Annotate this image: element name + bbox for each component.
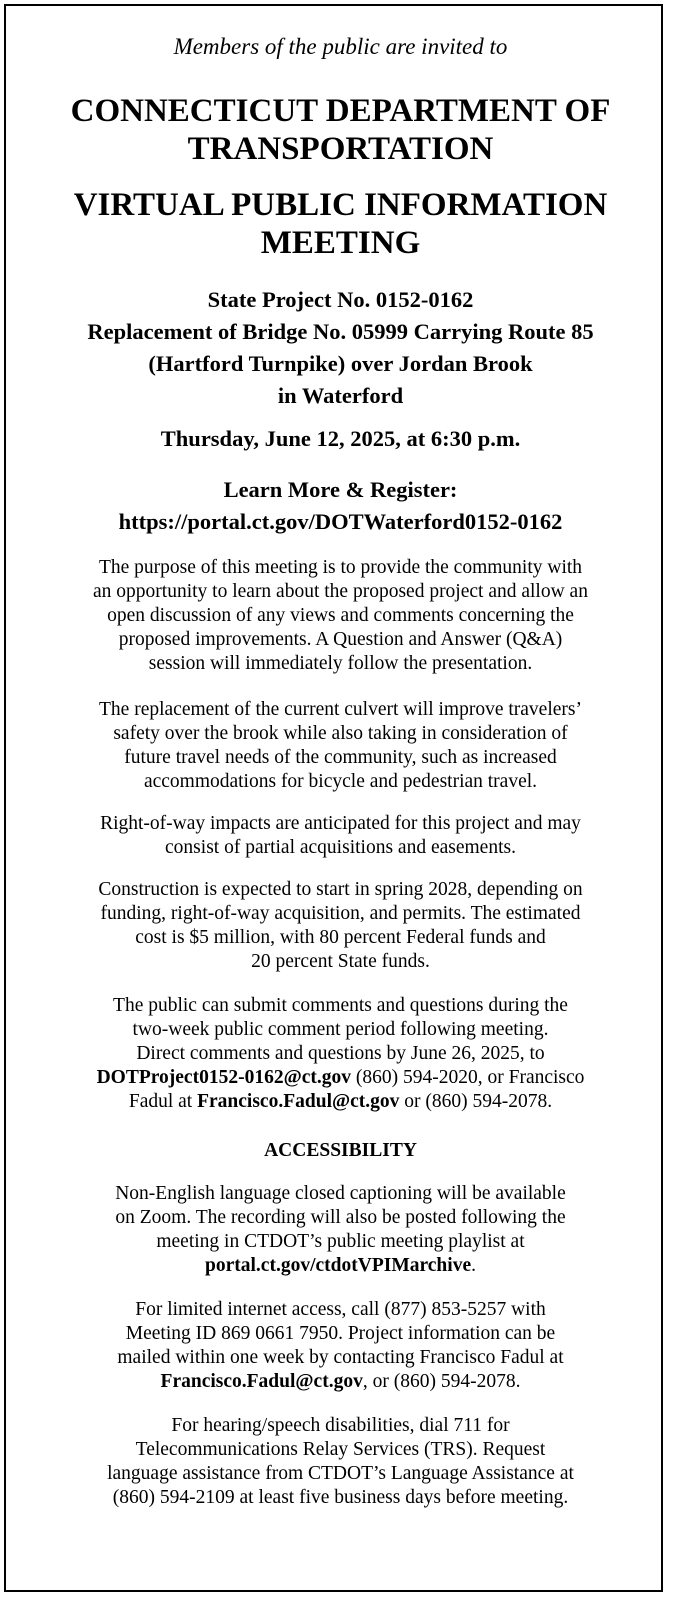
paragraph-line: session will immediately follow the presentation.	[148, 653, 533, 674]
paragraph-line: accommodations for bicycle and pedestrian travel.	[143, 771, 538, 792]
paragraph-line	[20, 1254, 661, 1278]
paragraph-line: The purpose of this meeting is to provide the community with	[98, 557, 583, 578]
project-description-line: Replacement of Bridge No. 05999 Carrying Route 85	[87, 319, 594, 344]
meeting-title-line: MEETING	[260, 225, 421, 261]
department-title	[0, 92, 681, 168]
paragraph-line: proposed improvements. A Question and Answer (Q&A)	[118, 629, 563, 650]
paragraph-line	[20, 1370, 661, 1394]
paragraph-line: The public can submit comments and questions during the	[113, 995, 568, 1016]
paragraph-line: consist of partial acquisitions and easements.	[165, 837, 516, 858]
replacement-paragraph	[20, 698, 661, 794]
accessibility-heading: ACCESSIBILITY	[264, 1140, 417, 1161]
paragraph-line: Meeting ID 869 0661 7950. Project information can be	[125, 1323, 556, 1344]
contact-email-link[interactable]: Francisco.Fadul@ct.gov	[160, 1371, 363, 1392]
right-of-way-paragraph	[20, 812, 661, 860]
captioning-paragraph	[20, 1182, 661, 1278]
paragraph-line: language assistance from CTDOT’s Language Assistance at	[107, 1463, 574, 1484]
paragraph-line	[20, 1066, 661, 1090]
paragraph-line: For limited internet access, call (877) 853-5257 with	[135, 1299, 546, 1320]
register-link[interactable]: https://portal.ct.gov/DOTWaterford0152-0162	[118, 509, 563, 534]
paragraph-line: 20 percent State funds.	[251, 951, 430, 972]
project-info	[0, 284, 681, 412]
hearing-paragraph	[20, 1414, 661, 1510]
paragraph-line: Non-English language closed captioning will be available	[115, 1183, 566, 1204]
project-number: State Project No. 0152-0162	[207, 287, 474, 312]
contact-name-text: Fadul at	[128, 1091, 198, 1112]
paragraph-line: For hearing/speech disabilities, dial 711 for	[171, 1415, 510, 1436]
paragraph-line: meeting in CTDOT’s public meeting playlist at	[156, 1231, 525, 1252]
department-title-line: TRANSPORTATION	[187, 131, 494, 167]
project-description-line: in Waterford	[277, 383, 404, 408]
paragraph-line: safety over the brook while also taking in consideration of	[113, 723, 568, 744]
internet-access-paragraph	[20, 1298, 661, 1394]
phone-text: (860) 594-2020, or Francisco	[351, 1067, 585, 1088]
paragraph-line: future travel needs of the community, such as increased	[124, 747, 557, 768]
meeting-title	[0, 186, 681, 262]
contact-email-link[interactable]: Francisco.Fadul@ct.gov	[197, 1091, 400, 1112]
paragraph-line: an opportunity to learn about the proposed project and allow an	[93, 581, 588, 602]
paragraph-line: two-week public comment period following meeting.	[132, 1019, 549, 1040]
paragraph-line: Right-of-way impacts are anticipated for this project and may	[100, 813, 581, 834]
paragraph-line: Construction is expected to start in spring 2028, depending on	[98, 879, 583, 900]
paragraph-line: mailed within one week by contacting Francisco Fadul at	[117, 1347, 564, 1368]
department-title-line: CONNECTICUT DEPARTMENT OF	[70, 93, 611, 129]
paragraph-line: Telecommunications Relay Services (TRS). Request	[135, 1439, 546, 1460]
purpose-paragraph	[20, 556, 661, 676]
paragraph-line: Direct comments and questions by June 26, 2025, to	[136, 1043, 545, 1064]
paragraph-line: The replacement of the current culvert will improve travelers’	[99, 699, 582, 720]
paragraph-line: (860) 594-2109 at least five business days before meeting.	[112, 1487, 569, 1508]
phone-text: or (860) 594-2078.	[399, 1091, 553, 1112]
paragraph-line: open discussion of any views and comments concerning the	[107, 605, 574, 626]
project-description-line: (Hartford Turnpike) over Jordan Brook	[148, 351, 533, 376]
project-email-link[interactable]: DOTProject0152-0162@ct.gov	[96, 1067, 351, 1088]
invite-line: Members of the public are invited to	[173, 34, 508, 59]
paragraph-line	[20, 1090, 661, 1114]
comments-paragraph	[20, 994, 661, 1114]
paragraph-line: on Zoom. The recording will also be posted following the	[115, 1207, 566, 1228]
register-block	[0, 474, 681, 538]
period-text: .	[471, 1255, 476, 1276]
construction-paragraph	[20, 878, 661, 974]
meeting-datetime: Thursday, June 12, 2025, at 6:30 p.m.	[160, 426, 521, 451]
paragraph-line: cost is $5 million, with 80 percent Federal funds and	[135, 927, 546, 948]
archive-link[interactable]: portal.ct.gov/ctdotVPIMarchive	[205, 1255, 472, 1276]
paragraph-line: funding, right-of-way acquisition, and permits. The estimated	[100, 903, 581, 924]
register-label: Learn More & Register:	[223, 477, 458, 502]
meeting-title-line: VIRTUAL PUBLIC INFORMATION	[73, 187, 608, 223]
phone-text: , or (860) 594-2078.	[362, 1371, 521, 1392]
